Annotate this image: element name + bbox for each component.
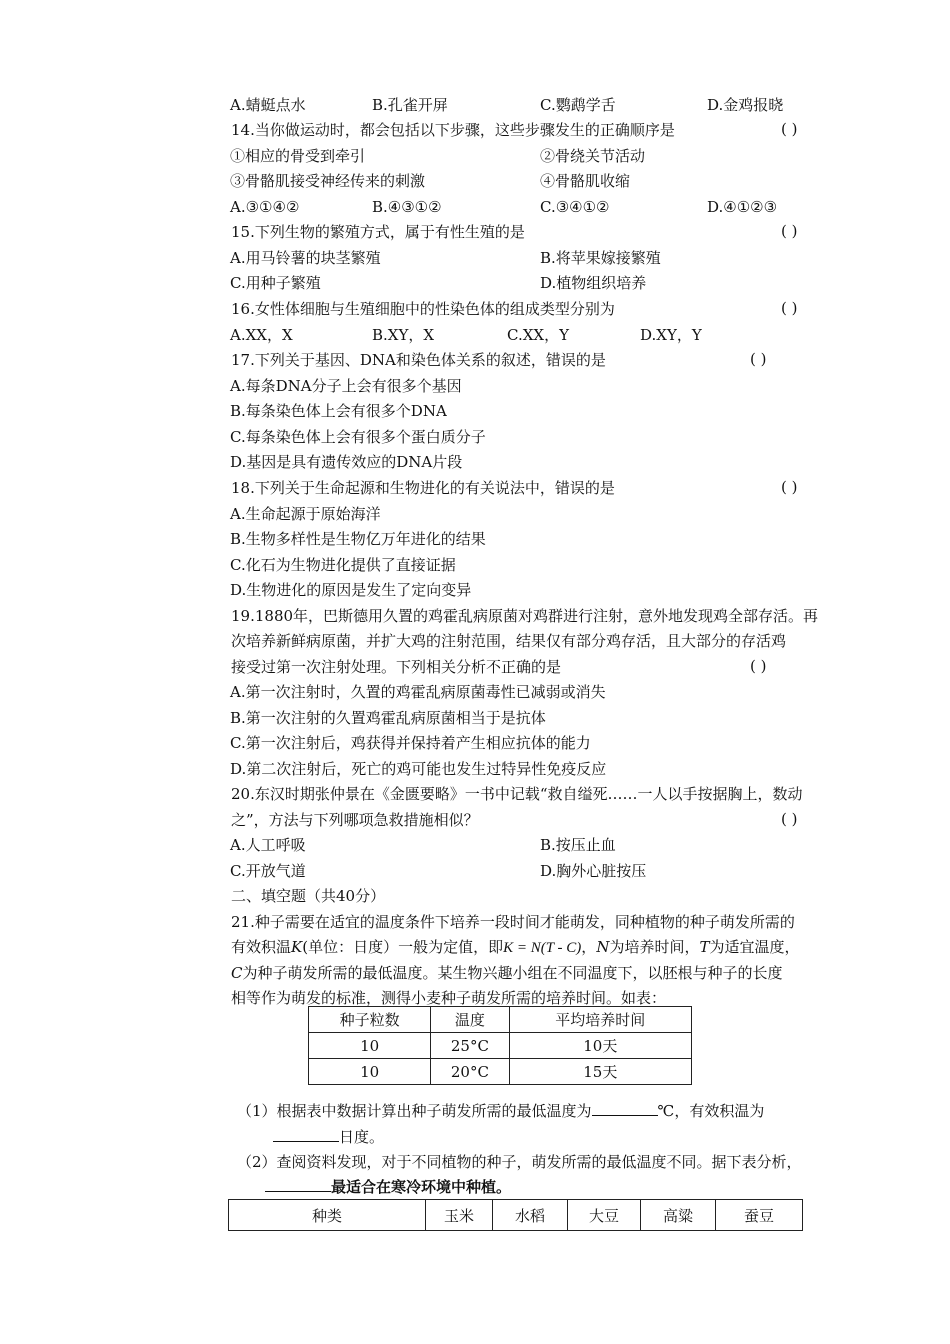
q21-text: 为适宜温度，	[709, 938, 800, 956]
q14-option-c: C.③④①②	[540, 198, 610, 216]
q19-answer-paren: ( )	[750, 657, 767, 675]
q14-option-a: A.③①④②	[230, 198, 300, 216]
q19-stem-line-3: 接受过第一次注射处理。下列相关分析不正确的是	[231, 658, 562, 676]
var-k: K	[291, 938, 303, 956]
table-cell: 10天	[509, 1033, 691, 1059]
q17-option-a: A.每条DNA分子上会有很多个基因	[230, 377, 462, 395]
answer-blank-effective-temp[interactable]	[273, 1127, 339, 1142]
q21-text: 为种子萌发所需的最低温度。某生物兴趣小组在不同温度下，以胚根与种子的长度	[242, 964, 783, 982]
q14-answer-paren: ( )	[781, 120, 798, 138]
table-cell: 10	[309, 1033, 431, 1059]
min-temp-table	[228, 1199, 803, 1231]
q18-answer-paren: ( )	[781, 478, 798, 496]
q15-option-a: A.用马铃薯的块茎繁殖	[230, 249, 381, 267]
q21-sub2-text: 最适合在寒冷环境中种植。	[331, 1178, 512, 1196]
q21-text: (单位：日度）一般为定值，即	[302, 938, 504, 956]
q21-text: ，	[581, 938, 597, 956]
var-c: C	[231, 964, 243, 982]
table-row	[309, 1033, 692, 1059]
q21-sub1-text: ℃，有效积温为	[657, 1102, 765, 1120]
table-cell: 20°C	[431, 1059, 509, 1085]
q16-stem: 16.女性体细胞与生殖细胞中的性染色体的组成类型分别为	[231, 300, 615, 318]
q16-option-c: C.XX，Y	[507, 326, 569, 344]
answer-blank-min-temp[interactable]	[592, 1101, 658, 1116]
q19-option-b: B.第一次注射的久置鸡霍乱病原菌相当于是抗体	[230, 709, 546, 727]
q14-step-2: ②骨绕关节活动	[540, 147, 646, 165]
table-header-cell: 平均培养时间	[509, 1007, 691, 1033]
q14-step-1: ①相应的骨受到牵引	[230, 147, 366, 165]
q14-step-4: ④骨骼肌收缩	[540, 172, 631, 190]
q17-option-d: D.基因是具有遗传效应的DNA片段	[230, 453, 463, 471]
q13-option-d: D.金鸡报晓	[707, 96, 784, 114]
q18-option-a: A.生命起源于原始海洋	[230, 505, 381, 523]
table-header-cell: 蚕豆	[716, 1200, 803, 1231]
answer-blank-crop[interactable]	[265, 1177, 331, 1192]
q21-stem-line-3	[231, 963, 783, 983]
q18-stem: 18.下列关于生命起源和生物进化的有关说法中，错误的是	[231, 479, 615, 497]
q19-option-a: A.第一次注射时，久置的鸡霍乱病原菌毒性已减弱或消失	[230, 683, 606, 701]
table-header-cell: 水稻	[493, 1200, 568, 1231]
q20-option-c: C.开放气道	[230, 862, 306, 880]
q21-sub2-line-1: （2）查阅资料发现，对于不同植物的种子，萌发所需的最低温度不同。据下表分析，	[237, 1153, 802, 1171]
section-heading-fill-in: 二、填空题（共40分）	[231, 887, 386, 905]
var-n: N	[596, 938, 610, 956]
q21-sub2-line-2	[265, 1177, 511, 1197]
q20-option-b: B.按压止血	[540, 836, 616, 854]
q19-option-d: D.第二次注射后，死亡的鸡可能也发生过特异性免疫反应	[230, 760, 607, 778]
table-header-cell: 高粱	[641, 1200, 716, 1231]
q17-stem: 17.下列关于基因、DNA和染色体关系的叙述，错误的是	[231, 351, 606, 369]
q20-stem-line-1: 20.东汉时期张仲景在《金匮要略》一书中记载“救自缢死……一人以手按据胸上，数动	[231, 785, 803, 803]
q18-option-d: D.生物进化的原因是发生了定向变异	[230, 581, 472, 599]
q16-answer-paren: ( )	[781, 299, 798, 317]
q15-option-b: B.将苹果嫁接繁殖	[540, 249, 661, 267]
q20-option-a: A.人工呼吸	[230, 836, 306, 854]
q19-option-c: C.第一次注射后，鸡获得并保持着产生相应抗体的能力	[230, 734, 591, 752]
table-cell: 10	[309, 1059, 431, 1085]
q17-option-c: C.每条染色体上会有很多个蛋白质分子	[230, 428, 486, 446]
q18-option-c: C.化石为生物进化提供了直接证据	[230, 556, 456, 574]
q14-option-b: B.④③①②	[372, 198, 442, 216]
q21-text: 为培养时间，	[609, 938, 700, 956]
q14-stem: 14.当你做运动时，都会包括以下步骤，这些步骤发生的正确顺序是	[231, 121, 675, 139]
q21-stem-line-4: 相等作为萌发的标准，测得小麦种子萌发所需的培养时间。如表：	[231, 989, 667, 1007]
table-cell: 15天	[509, 1059, 691, 1085]
q21-stem-line-1: 21.种子需要在适宜的温度条件下培养一段时间才能萌发，同种植物的种子萌发所需的	[231, 913, 795, 931]
q19-stem-line-1: 19.1880年，巴斯德用久置的鸡霍乱病原菌对鸡群进行注射，意外地发现鸡全部存活。再	[231, 607, 819, 625]
q21-text: 有效积温	[231, 938, 292, 956]
q20-stem-line-2: 之”，方法与下列哪项急救措施相似？	[231, 811, 479, 829]
q15-answer-paren: ( )	[781, 222, 798, 240]
table-cell: 25°C	[431, 1033, 509, 1059]
q21-sub1-text: 日度。	[339, 1128, 385, 1146]
table-header-cell: 种子粒数	[309, 1007, 431, 1033]
q17-option-b: B.每条染色体上会有很多个DNA	[230, 402, 447, 420]
q16-option-b: B.XY，X	[372, 326, 435, 344]
q15-option-d: D.植物组织培养	[540, 274, 647, 292]
q21-stem-line-2	[231, 937, 799, 958]
q14-step-3: ③骨骼肌接受神经传来的刺激	[230, 172, 426, 190]
germination-table	[308, 1006, 692, 1085]
q16-option-d: D.XY，Y	[640, 326, 702, 344]
q21-sub1-text: （1）根据表中数据计算出种子萌发所需的最低温度为	[237, 1102, 592, 1120]
q13-option-c: C.鹦鹉学舌	[540, 96, 616, 114]
q13-option-a: A.蜻蜓点水	[230, 96, 306, 114]
table-header-row	[309, 1007, 692, 1033]
table-header-cell: 种类	[229, 1200, 426, 1231]
table-header-cell: 大豆	[568, 1200, 641, 1231]
var-t: T	[699, 938, 710, 956]
q20-option-d: D.胸外心脏按压	[540, 862, 647, 880]
q14-option-d: D.④①②③	[707, 198, 778, 216]
table-header-row	[229, 1200, 803, 1231]
q15-stem: 15.下列生物的繁殖方式，属于有性生殖的是	[231, 223, 525, 241]
table-header-cell: 温度	[431, 1007, 509, 1033]
q16-option-a: A.XX，X	[230, 326, 293, 344]
q21-sub1-line-2	[273, 1127, 384, 1147]
table-header-cell: 玉米	[426, 1200, 493, 1231]
q15-option-c: C.用种子繁殖	[230, 274, 321, 292]
q19-stem-line-2: 次培养新鲜病原菌，并扩大鸡的注射范围，结果仅有部分鸡存活，且大部分的存活鸡	[231, 632, 787, 650]
q21-sub1-line-1	[237, 1101, 764, 1121]
q13-option-b: B.孔雀开屏	[372, 96, 448, 114]
formula: K = N(T - C)	[503, 940, 582, 956]
q17-answer-paren: ( )	[750, 350, 767, 368]
table-row	[309, 1059, 692, 1085]
q20-answer-paren: ( )	[781, 810, 798, 828]
q18-option-b: B.生物多样性是生物亿万年进化的结果	[230, 530, 486, 548]
